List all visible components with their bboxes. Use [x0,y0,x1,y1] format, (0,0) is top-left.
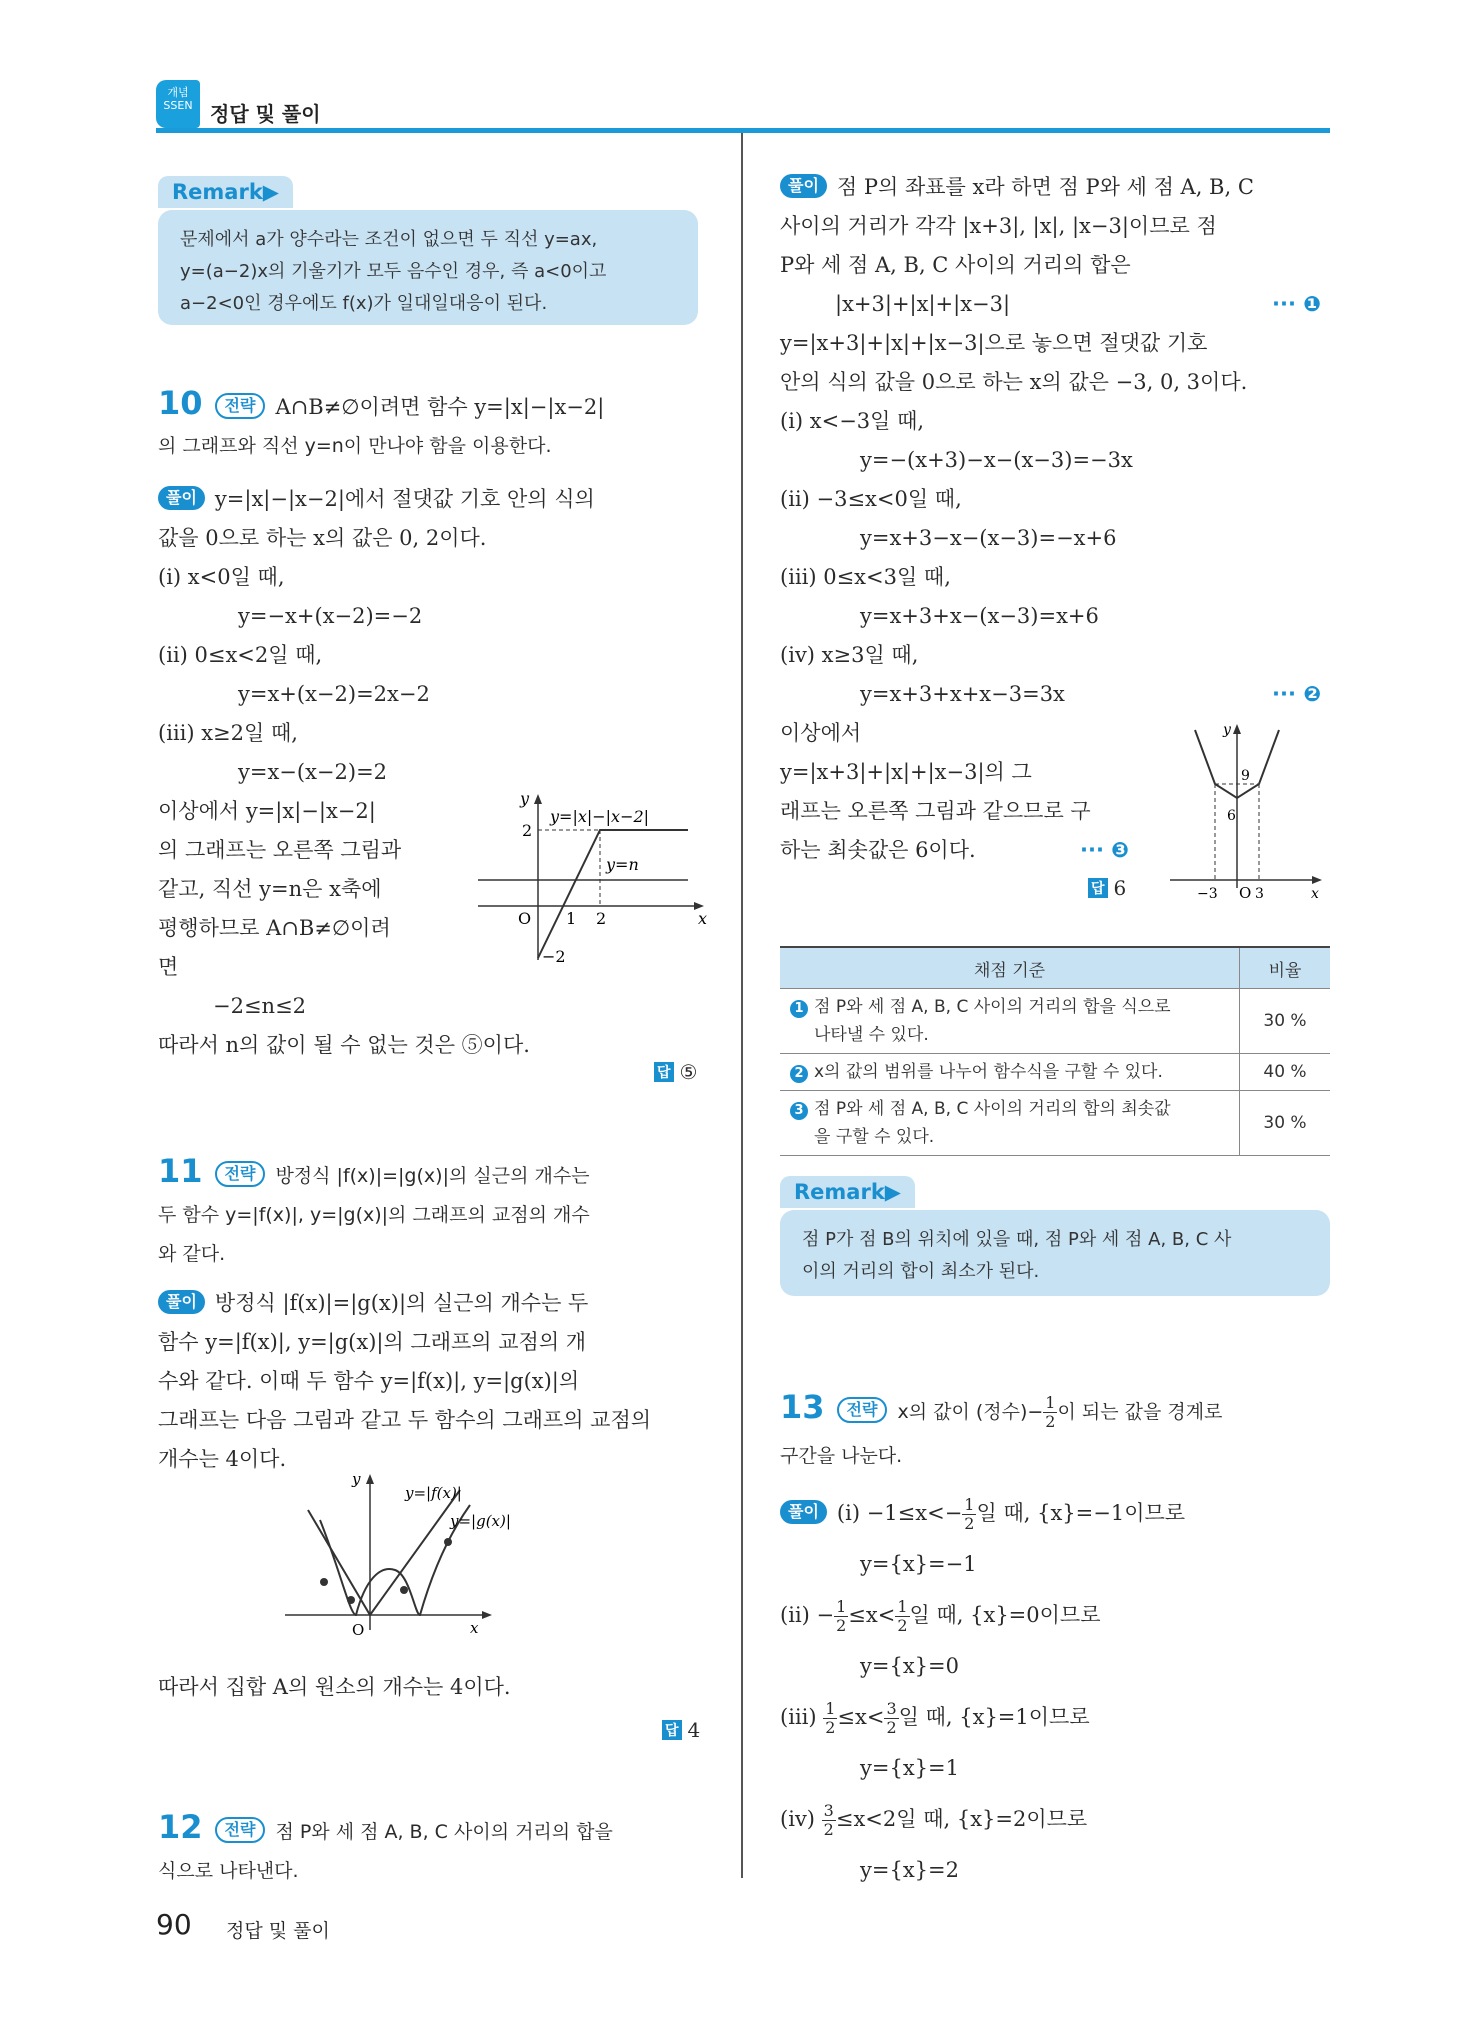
strategy-badge: 전략 [215,1161,266,1187]
strategy-badge: 전략 [215,393,266,419]
axis-label-y: y [1223,722,1231,738]
remark-line: y=(a−2)x의 기울기가 모두 음수인 경우, 즉 a<0이고 [180,261,607,282]
tick-label: 2 [522,821,533,840]
ratio-cell: 30 % [1240,989,1331,1054]
page-number: 90 [156,1908,192,1941]
text-line: 이상에서 y=|x|−|x−2| [158,799,376,823]
strategy-badge: 전략 [215,1817,266,1843]
conclusion-11 [158,1668,708,1707]
header-title: 정답 및 풀이 [210,102,321,126]
conclusion: 따라서 n의 값이 될 수 없는 것은 ⑤이다. [158,1033,530,1057]
solution-badge: 풀이 [780,174,827,198]
problem-number: 11 [158,1152,203,1190]
solution-line: 값을 0으로 하는 x의 값은 0, 2이다. [158,526,487,550]
tick-label: 1 [566,909,577,928]
equation: y={x}=1 [860,1756,959,1780]
case-line: (ⅰ) x<−3일 때, [780,409,925,433]
case-line: (ⅱ) − $\frac{1}{2}$ ≤x< $\frac{1}{2}$ 일 때, {x}=0이므로 [780,1597,1101,1635]
tick-label: 9 [1241,768,1250,784]
ratio-cell: 40 % [1240,1054,1331,1091]
solution-line: y=|x+3|+|x|+|x−3|으로 놓으면 절댓값 기호 [780,331,1208,355]
equation: −2≤n≤2 [213,994,307,1018]
case-line: (ⅳ) x≥3일 때, [780,643,919,667]
remark-label: Remark▶ [158,176,293,208]
conclusion: 따라서 집합 A의 원소의 개수는 4이다. [158,1675,511,1699]
case-line: (ⅲ) $\frac{1}{2}$ ≤x< $\frac{3}{2}$ 일 때, {x}=1이므로 [780,1699,1090,1737]
strategy-text: 와 같다. [158,1243,226,1265]
equation: y=−x+(x−2)=−2 [238,604,423,628]
problem-11 [158,1152,708,1479]
equation: y=x+3−x−(x−3)=−x+6 [860,526,1117,550]
answer-value: ⑤ [679,1060,698,1084]
criterion-number: 2 [790,1065,808,1083]
tick-label: −3 [1197,886,1218,900]
axis-label-x: x [470,1619,479,1637]
solution-line: 함수 y=|f(x)|, y=|g(x)|의 그래프의 교점의 개 [158,1330,587,1354]
criterion-number: 1 [790,1000,808,1018]
remark-line: 점 P가 점 B의 위치에 있을 때, 점 P와 세 점 A, B, C 사 [802,1229,1232,1250]
solution-line: 개수는 4이다. [158,1447,287,1471]
curve-label: y=|f(x)| [405,1484,462,1502]
marker-1: ··· ❶ [1272,292,1322,316]
solution-line: 점 P의 좌표를 x라 하면 점 P와 세 점 A, B, C [836,175,1254,199]
solution-line: 그래프는 다음 그림과 같고 두 함수의 그래프의 교점의 [158,1408,652,1432]
equation: y=x−(x−2)=2 [238,760,388,784]
remark-line: 문제에서 a가 양수라는 조건이 없으면 두 직선 y=ax, [180,229,598,250]
table-header: 비율 [1240,947,1331,989]
strategy-text: 식으로 나타낸다. [158,1860,299,1882]
table-row: 2 x의 값의 범위를 나누어 함수식을 구할 수 있다. 40 % [780,1054,1330,1091]
origin-label: O [518,909,532,928]
case-line: (ⅱ) −3≤x<0일 때, [780,487,962,511]
curve-label: y=|g(x)| [450,1512,511,1530]
axis-label-y: y [520,790,530,808]
axis-label-y: y [352,1470,361,1488]
text-line: 하는 최솟값은 6이다. ··· ❸ [780,831,1330,870]
answer-value: 6 [1113,876,1127,900]
text-line: 면 [158,955,179,979]
case-line: (ⅰ) x<0일 때, [158,565,285,589]
tick-label: 6 [1227,808,1236,824]
ratio-cell: 30 % [1240,1091,1331,1156]
marker-2: ··· ❷ [1272,682,1322,706]
text-line: 같고, 직선 y=n은 x축에 [158,877,382,901]
answer-value: 4 [687,1718,701,1742]
remark-line: a−2<0인 경우에도 f(x)가 일대일대응이 된다. [180,293,548,314]
series-logo: 개념 SSEN [156,80,200,128]
axis-label-x: x [698,909,708,928]
graph-10 [478,790,708,970]
text-line: y=|x+3|+|x|+|x−3|의 그 [780,760,1032,784]
graph-12 [1165,720,1330,900]
equation: y={x}=0 [860,1654,959,1678]
criterion-number: 3 [790,1102,808,1120]
strategy-text: 의 그래프와 직선 y=n이 만나야 함을 이용한다. [158,435,552,457]
equation: y=x+(x−2)=2x−2 [238,682,430,706]
case-line: (ⅲ) 0≤x<3일 때, [780,565,951,589]
table-row: 3 점 P와 세 점 A, B, C 사이의 거리의 합의 최솟값 을 구할 수 있다. 30 % [780,1091,1330,1156]
strategy-text: A∩B≠∅이려면 함수 y=|x|−|x−2| [275,395,605,419]
answer-tag: 답 [662,1720,682,1740]
table-header: 채점 기준 [780,947,1240,989]
problem-number: 10 [158,384,203,422]
equation: |x+3|+|x|+|x−3| ··· ❶ [780,285,1330,324]
remark-label: Remark▶ [780,1176,915,1208]
strategy-text: 점 P와 세 점 A, B, C 사이의 거리의 합을 [275,1821,613,1843]
solution-line: P와 세 점 A, B, C 사이의 거리의 합은 [780,253,1131,277]
equation: y={x}=2 [860,1858,959,1882]
equation: y=x+3+x+x−3=3x ··· ❷ [780,675,1330,714]
remark-box [780,1210,1330,1296]
origin-label: O [352,1621,365,1639]
line-label: y=n [606,855,639,874]
solution-line: y=|x|−|x−2|에서 절댓값 기호 안의 식의 [214,487,595,511]
solution-badge: 풀이 [780,1500,827,1524]
strategy-badge: 전략 [837,1397,888,1423]
origin-label: O [1239,884,1252,900]
column-divider [741,133,743,1878]
answer-tag: 답 [1088,878,1108,898]
tick-label: 2 [596,909,607,928]
strategy-text: 방정식 |f(x)|=|g(x)|의 실근의 개수는 [275,1165,590,1187]
table-row: 1 점 P와 세 점 A, B, C 사이의 거리의 합을 식으로 나타낼 수 있다. 30 % [780,989,1330,1054]
answer-12 [1088,876,1126,900]
answer-11 [662,1718,700,1742]
axis-label-x: x [1311,886,1319,900]
solution-line: 방정식 |f(x)|=|g(x)|의 실근의 개수는 두 [214,1291,589,1315]
case-line: (ⅳ) $\frac{3}{2}$ ≤x<2일 때, {x}=2이므로 [780,1801,1088,1839]
answer-10 [654,1060,697,1084]
marker-3: ··· ❸ [1080,838,1130,862]
text-line: 래프는 오른쪽 그림과 같으므로 구 [780,799,1091,823]
solution-line: 사이의 거리가 각각 |x+3|, |x|, |x−3|이므로 점 [780,214,1217,238]
tick-label: 3 [1255,886,1264,900]
remark-line: 이의 거리의 합이 최소가 된다. [802,1261,1040,1282]
strategy-text: 구간을 나눈다. [780,1445,903,1467]
case-line: (ⅱ) 0≤x<2일 때, [158,643,323,667]
solution-badge: 풀이 [158,486,205,510]
case-line: (ⅲ) x≥2일 때, [158,721,298,745]
remark-box [158,210,698,325]
problem-12 [158,1808,708,1891]
problem-number: 12 [158,1808,203,1846]
grading-table [780,946,1330,1156]
footer-title: 정답 및 풀이 [226,1920,330,1942]
solution-line: 수와 같다. 이때 두 함수 y=|f(x)|, y=|g(x)|의 [158,1369,580,1393]
curve-label: y=|x|−|x−2| [550,807,650,826]
solution-line: 안의 식의 값을 0으로 하는 x의 값은 −3, 0, 3이다. [780,370,1248,394]
text-line: 의 그래프는 오른쪽 그림과 [158,838,402,862]
text-line: 평행하므로 A∩B≠∅이려 [158,916,391,940]
answer-tag: 답 [654,1062,674,1082]
equation: y=−(x+3)−x−(x−3)=−3x [860,448,1133,472]
problem-number: 13 [780,1388,825,1426]
text-line: 이상에서 [780,721,862,745]
graph-11 [280,1470,580,1640]
problem-13: 13 전략 x의 값이 (정수)− $\frac{1}{2}$ 이 되는 값을 경계로 구간을 나눈다. 풀이 (ⅰ) −1≤x<− $\frac{1}{2}$ 일 때, {x}=−1이므로 y={x}=−1 (ⅱ) − $\frac{1}{2}$ ≤x< $\frac{1}{2}$ 일 때, {x}=0이므로 y={x}=0 (ⅲ) $\frac{1}{2}$ ≤x< $\frac{3}{2}$ 일 때, {x}=1이므로 y={x}=1 (ⅳ) $\frac{3}{2}$ ≤x<2일 때, {x}=2이므로 y={x}=2 [780,1382,1340,1896]
solution-badge: 풀이 [158,1290,205,1314]
tick-label: −2 [542,947,566,966]
strategy-text: 두 함수 y=|f(x)|, y=|g(x)|의 그래프의 교점의 개수 [158,1204,590,1226]
equation: y=x+3+x−(x−3)=x+6 [860,604,1099,628]
equation: y={x}=−1 [860,1552,977,1576]
header-rule [156,128,1330,133]
